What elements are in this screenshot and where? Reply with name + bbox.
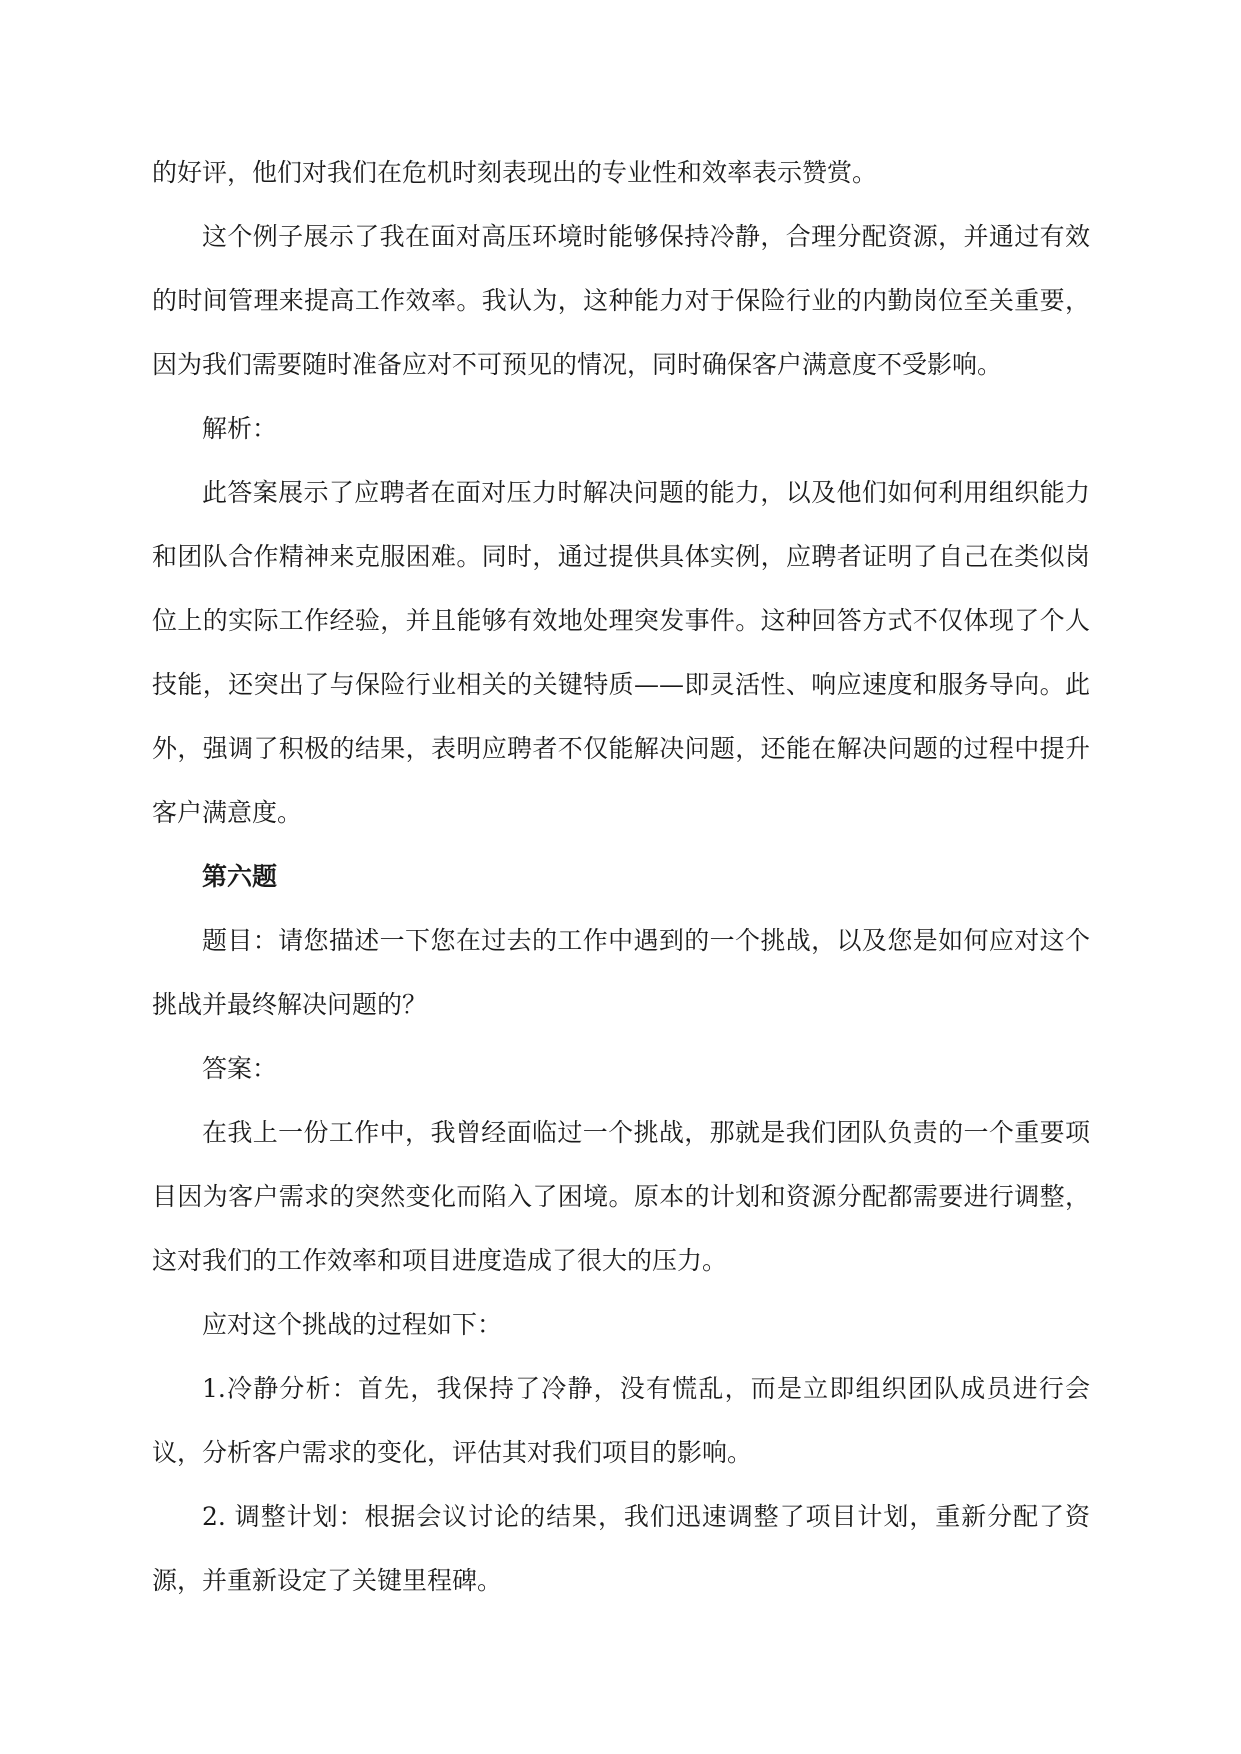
list-item-step-1: 1.冷静分析：首先，我保持了冷静，没有慌乱，而是立即组织团队成员进行会议，分析客户需求的变化，评估其对我们项目的影响。: [152, 1374, 1090, 1467]
question-six-prompt: 题目：请您描述一下您在过去的工作中遇到的一个挑战，以及您是如何应对这个挑战并最终解决问题的？: [152, 926, 1090, 1019]
list-item-step-2: 2. 调整计划：根据会议讨论的结果，我们迅速调整了项目计划，重新分配了资源，并重新设定了关键里程碑。: [152, 1502, 1090, 1595]
analysis-label: 解析：: [202, 414, 278, 443]
answer-label: 答案：: [202, 1054, 278, 1083]
document-body: [152, 141, 1090, 1613]
paragraph-continuation: 的好评，他们对我们在危机时刻表现出的专业性和效率表示赞赏。: [152, 158, 878, 187]
question-six-heading: 第六题: [202, 862, 278, 891]
paragraph-process-intro: 应对这个挑战的过程如下：: [202, 1310, 503, 1339]
paragraph-challenge: 在我上一份工作中，我曾经面临过一个挑战，那就是我们团队负责的一个重要项目因为客户需求的突然变化而陷入了困境。原本的计划和资源分配都需要进行调整，这对我们的工作效率和项目进度造成了很大的压力。: [152, 1118, 1090, 1275]
paragraph-analysis: 此答案展示了应聘者在面对压力时解决问题的能力，以及他们如何利用组织能力和团队合作精神来克服困难。同时，通过提供具体实例，应聘者证明了自己在类似岗位上的实际工作经验，并且能够有效地处理突发事件。这种回答方式不仅体现了个人技能，还突出了与保险行业相关的关键特质——即灵活性、响应速度和服务导向。此外，强调了积极的结果，表明应聘者不仅能解决问题，还能在解决问题的过程中提升客户满意度。: [152, 478, 1090, 827]
paragraph-example-summary: 这个例子展示了我在面对高压环境时能够保持冷静，合理分配资源，并通过有效的时间管理来提高工作效率。我认为，这种能力对于保险行业的内勤岗位至关重要，因为我们需要随时准备应对不可预见的情况，同时确保客户满意度不受影响。: [152, 222, 1090, 379]
